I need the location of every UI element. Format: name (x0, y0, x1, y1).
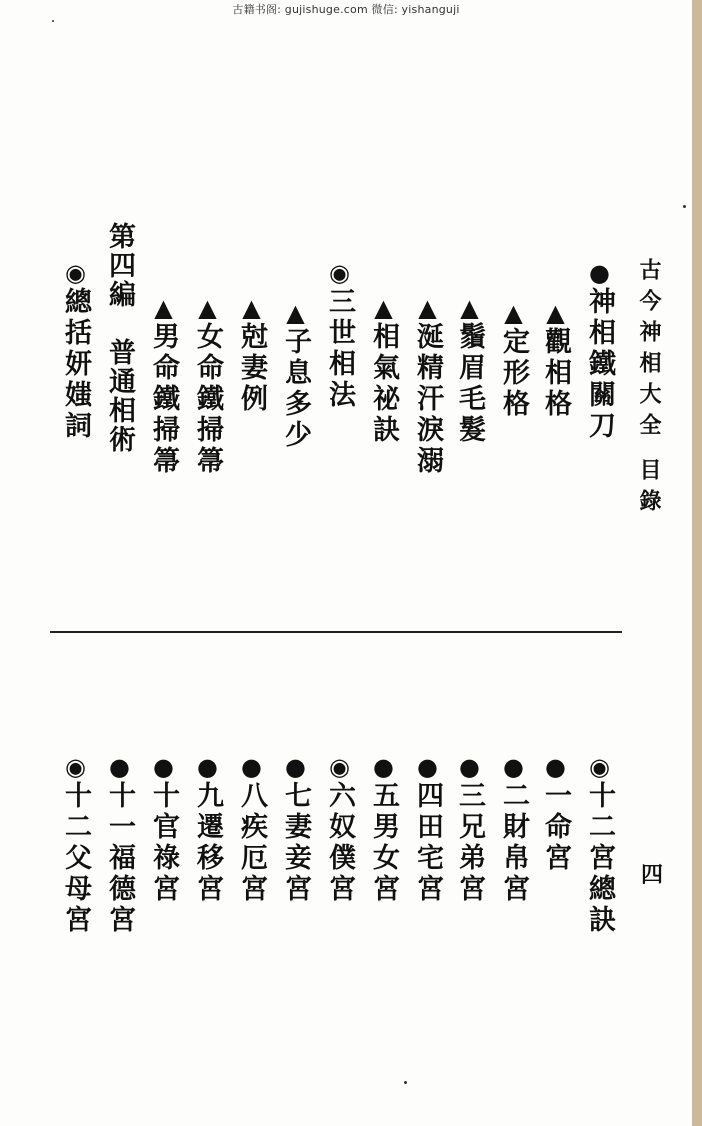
toc-entry (62, 258, 89, 442)
triangle-icon: ▲ (369, 293, 398, 322)
toc-entry (456, 752, 483, 905)
toc-entry-text: 神相鐵關刀 (584, 287, 615, 442)
toc-entry (238, 293, 265, 415)
toc-entry-text: 七妻妾宮 (280, 781, 311, 905)
toc-entry-text: 一命宮 (540, 781, 571, 874)
section-heading-text: 第四編 普通相術 (104, 222, 135, 454)
toc-entry-text: 二財帛宮 (498, 781, 529, 905)
toc-entry-text: 十官祿宮 (148, 781, 179, 905)
toc-entry (370, 752, 397, 905)
toc-entry-text: 觀相格 (540, 327, 571, 420)
toc-entry (150, 293, 177, 477)
bullet-icon: ◉ (585, 752, 614, 781)
toc-entry-text: 子息多少 (280, 327, 311, 451)
toc-entry (326, 258, 353, 411)
toc-entry-text: 三兄弟宮 (454, 781, 485, 905)
toc-entry-text: 女命鐵掃箒 (192, 322, 223, 477)
toc-entry (500, 298, 527, 420)
page-divider (50, 631, 622, 633)
triangle-icon: ▲ (149, 293, 178, 322)
triangle-icon: ▲ (541, 298, 570, 327)
bullet-icon: ● (193, 752, 222, 781)
bullet-icon: ● (105, 752, 134, 781)
toc-entry (542, 752, 569, 874)
toc-entry (194, 293, 221, 477)
triangle-icon: ▲ (413, 293, 442, 322)
toc-entry-text: 九遷移宮 (192, 781, 223, 905)
toc-entry (414, 752, 441, 905)
triangle-icon: ▲ (193, 293, 222, 322)
toc-entry (414, 293, 441, 477)
toc-entry (282, 298, 309, 451)
bullet-icon: ● (237, 752, 266, 781)
bullet-icon: ● (499, 752, 528, 781)
toc-entry-text: 五男女宮 (368, 781, 399, 905)
toc-entry (62, 752, 89, 936)
toc-entry (106, 752, 133, 936)
bullet-icon: ● (541, 752, 570, 781)
print-speck (404, 1081, 407, 1084)
print-speck (52, 20, 54, 22)
triangle-icon: ▲ (455, 293, 484, 322)
bullet-icon: ◉ (61, 752, 90, 781)
toc-entry (586, 258, 613, 442)
toc-entry (370, 293, 397, 446)
toc-entry-text: 總括妍媸詞 (60, 287, 91, 442)
print-speck (683, 205, 686, 208)
bullet-icon: ● (585, 258, 614, 287)
toc-entry (326, 752, 353, 905)
toc-entry-text: 鬚眉毛髮 (454, 322, 485, 446)
toc-entry-text: 尅妻例 (236, 322, 267, 415)
bullet-icon: ● (455, 752, 484, 781)
watermark-text: 古籍书阁: gujishuge.com 微信: yishanguji (232, 3, 460, 16)
toc-entry (586, 752, 613, 936)
toc-entry-text: 三世相法 (324, 287, 355, 411)
toc-entry-text: 相氣祕訣 (368, 322, 399, 446)
toc-entry (456, 293, 483, 446)
bullet-icon: ● (281, 752, 310, 781)
toc-entry-text: 男命鐵掃箒 (148, 322, 179, 477)
page-edge (692, 0, 702, 1126)
toc-entry (282, 752, 309, 905)
toc-entry-text: 十一福德宮 (104, 781, 135, 936)
bullet-icon: ● (149, 752, 178, 781)
toc-entry-text: 十二父母宮 (60, 781, 91, 936)
toc-entry-text: 八疾厄宮 (236, 781, 267, 905)
catalog-label: 目錄 (636, 458, 662, 520)
toc-entry-text: 涎精汗淚溺 (412, 322, 443, 477)
section-heading (106, 222, 133, 454)
bullet-icon: ● (413, 752, 442, 781)
bullet-icon: ◉ (325, 752, 354, 781)
book-title-column (638, 258, 660, 520)
page-number: 四 (641, 862, 664, 888)
toc-entry-text: 六奴僕宮 (324, 781, 355, 905)
toc-entry-text: 十二宮總訣 (584, 781, 615, 936)
toc-entry (500, 752, 527, 905)
bullet-icon: ● (369, 752, 398, 781)
bullet-icon: ◉ (325, 258, 354, 287)
toc-entry (238, 752, 265, 905)
bullet-icon: ◉ (61, 258, 90, 287)
toc-entry-text: 四田宅宮 (412, 781, 443, 905)
triangle-icon: ▲ (499, 298, 528, 327)
triangle-icon: ▲ (237, 293, 266, 322)
triangle-icon: ▲ (281, 298, 310, 327)
toc-entry-text: 定形格 (498, 327, 529, 420)
toc-entry (542, 298, 569, 420)
book-title: 古今神相大全 (636, 258, 662, 444)
toc-entry (150, 752, 177, 905)
toc-entry (194, 752, 221, 905)
